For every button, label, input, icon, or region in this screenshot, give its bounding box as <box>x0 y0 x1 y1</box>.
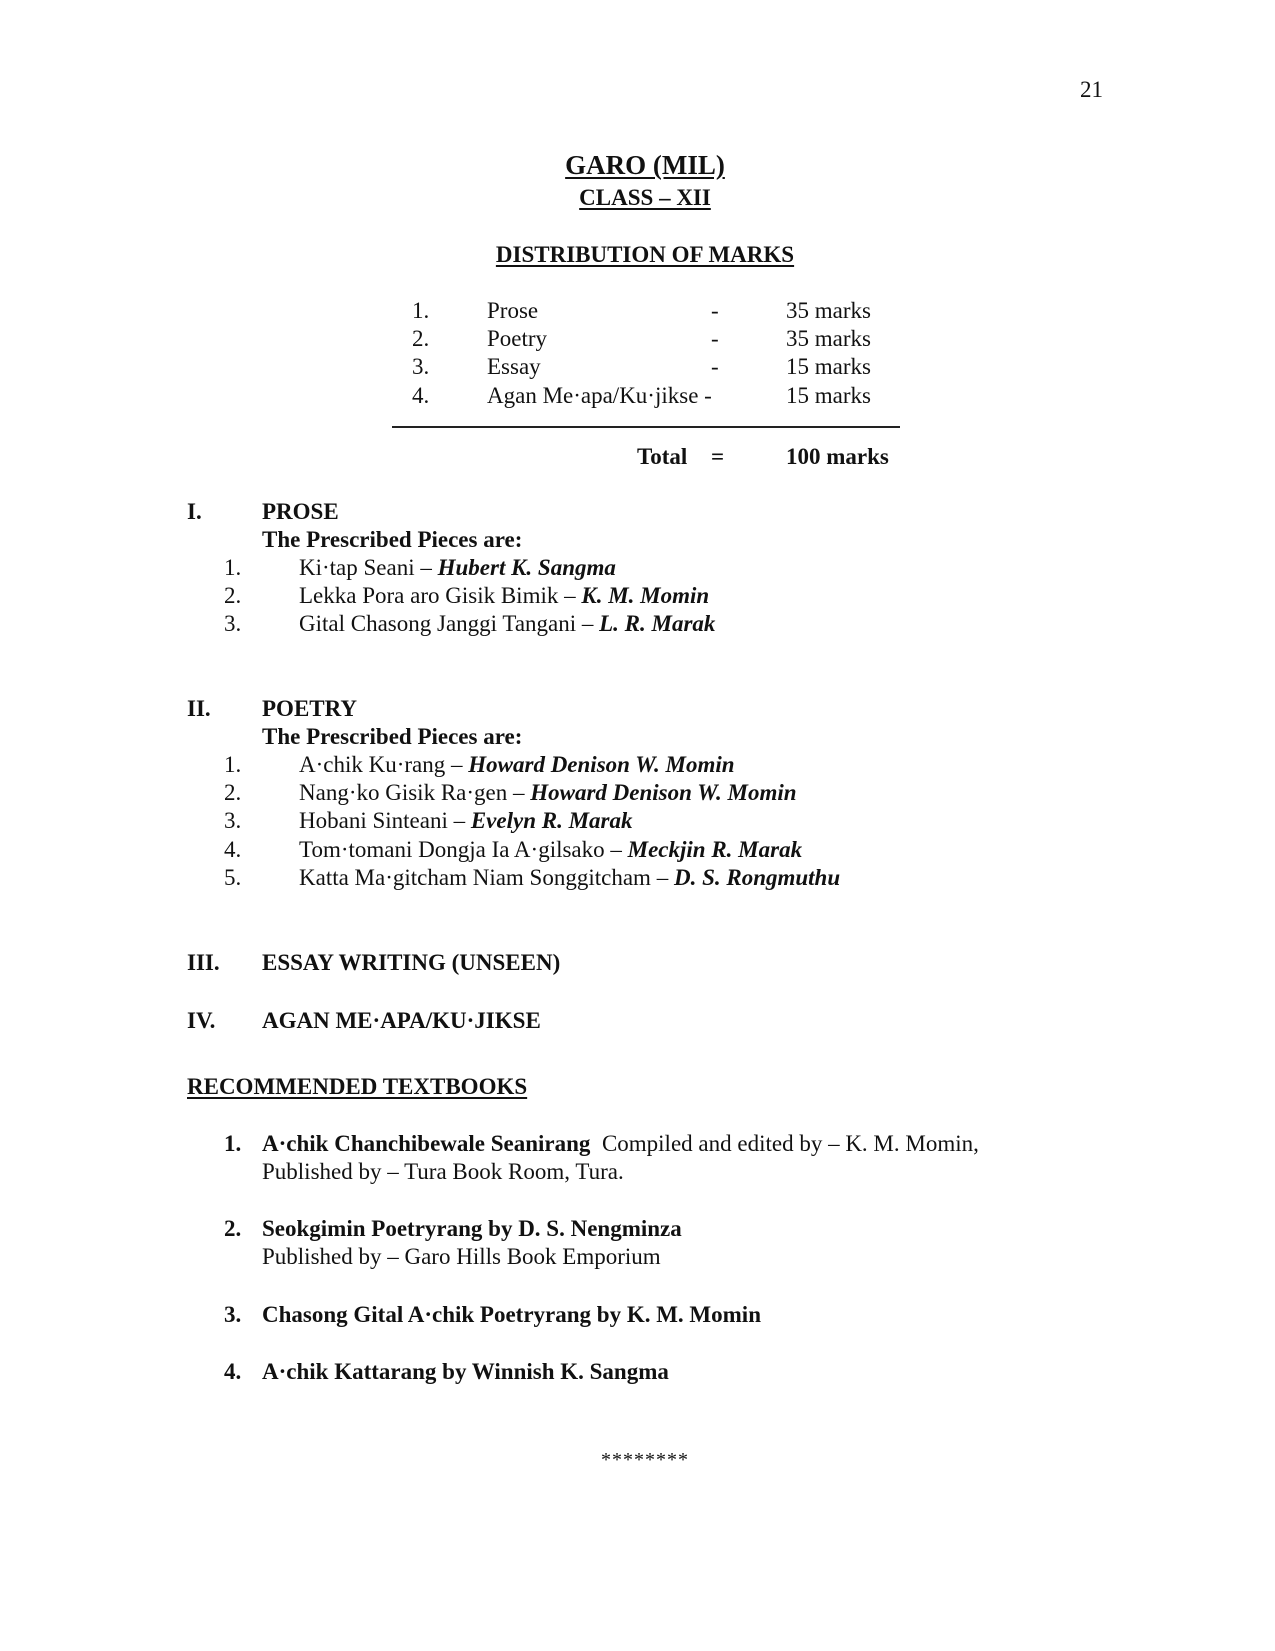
textbook-title: Seokgimin Poetryrang by D. S. Nengminza <box>262 1216 682 1241</box>
textbook-publisher: Published by – Tura Book Room, Tura. <box>262 1159 624 1184</box>
total-equals: = <box>711 444 725 469</box>
marks-row-label: Prose <box>487 298 539 323</box>
list-item <box>299 866 840 889</box>
document-title-text: GARO (MIL) <box>565 150 725 180</box>
section-title-agan: AGAN ME·APA/KU·JIKSE <box>262 1008 541 1033</box>
marks-divider <box>392 426 900 428</box>
marks-row-value: 35 marks <box>786 326 871 351</box>
piece-author: Meckjin R. Marak <box>627 837 803 862</box>
list-item-number: 1. <box>224 555 242 580</box>
list-item <box>299 753 735 776</box>
marks-row-number: 3. <box>412 354 430 379</box>
marks-row-number: 4. <box>412 383 430 408</box>
textbook-publisher: Published by – Garo Hills Book Emporium <box>262 1244 661 1269</box>
textbook-entry <box>262 1132 979 1155</box>
list-item-number: 3. <box>224 611 242 636</box>
separator: – <box>650 865 674 890</box>
recommended-heading-text: RECOMMENDED TEXTBOOKS <box>187 1074 528 1099</box>
marks-row-dash: - <box>711 326 719 351</box>
list-item-number: 2. <box>224 583 242 608</box>
piece-title: Tom·tomani Dongja Ia A·gilsako <box>299 837 605 862</box>
marks-row-value: 35 marks <box>786 298 871 323</box>
separator: – <box>558 583 582 608</box>
section-number: II. <box>187 696 211 721</box>
separator: – <box>576 611 600 636</box>
piece-author: Howard Denison W. Momin <box>468 752 735 777</box>
piece-author: Howard Denison W. Momin <box>530 780 797 805</box>
piece-author: K. M. Momin <box>581 583 710 608</box>
document-subtitle-text: CLASS – XII <box>579 185 711 210</box>
section-number: IV. <box>187 1008 216 1033</box>
section-title: PROSE <box>262 499 339 524</box>
marks-row-value: 15 marks <box>786 383 871 408</box>
textbook-detail: Compiled and edited by – K. M. Momin, <box>601 1131 979 1156</box>
marks-row-value: 15 marks <box>786 354 871 379</box>
list-item-number: 1. <box>224 752 242 777</box>
piece-author: D. S. Rongmuthu <box>673 865 841 890</box>
page-number: 21 <box>1080 77 1103 102</box>
recommended-heading <box>187 1075 527 1098</box>
marks-row-label: Agan Me·apa/Ku·jikse - <box>487 383 712 408</box>
separator: – <box>507 780 531 805</box>
textbook-title: Chasong Gital A·chik Poetryrang by K. M. Momin <box>262 1302 761 1327</box>
list-item <box>299 809 632 832</box>
textbook-number: 1. <box>224 1131 242 1156</box>
distribution-heading-text: DISTRIBUTION OF MARKS <box>495 242 795 267</box>
piece-title: Gital Chasong Janggi Tangani <box>299 611 577 636</box>
piece-title: Nang·ko Gisik Ra·gen <box>299 780 508 805</box>
total-value: 100 marks <box>786 444 889 469</box>
separator: – <box>414 555 438 580</box>
marks-row-dash: - <box>711 354 719 379</box>
list-item <box>299 612 715 635</box>
marks-row-number: 2. <box>412 326 430 351</box>
section-title-essay: ESSAY WRITING (UNSEEN) <box>262 950 561 975</box>
separator: – <box>445 752 469 777</box>
end-marker: ******** <box>601 1449 689 1471</box>
section-title: POETRY <box>262 696 358 721</box>
textbook-title: A·chik Chanchibewale Seanirang <box>262 1131 591 1156</box>
list-item <box>299 781 797 804</box>
marks-row-label: Poetry <box>487 326 548 351</box>
section-number: I. <box>187 499 202 524</box>
piece-title: A·chik Ku·rang <box>299 752 446 777</box>
list-item <box>299 584 709 607</box>
separator: – <box>447 808 471 833</box>
piece-title: Hobani Sinteani <box>299 808 448 833</box>
distribution-heading <box>0 243 1275 266</box>
section-subheading: The Prescribed Pieces are: <box>262 527 523 552</box>
textbook-number: 3. <box>224 1302 242 1327</box>
separator: – <box>604 837 628 862</box>
marks-row-label: Essay <box>487 354 541 379</box>
piece-author: Hubert K. Sangma <box>437 555 616 580</box>
list-item-number: 2. <box>224 780 242 805</box>
textbook-number: 4. <box>224 1359 242 1384</box>
list-item-number: 4. <box>224 837 242 862</box>
marks-row-dash: - <box>711 298 719 323</box>
marks-row-number: 1. <box>412 298 430 323</box>
piece-title: Lekka Pora aro Gisik Bimik <box>299 583 559 608</box>
textbook-number: 2. <box>224 1216 242 1241</box>
document-title <box>0 152 1275 179</box>
total-label: Total <box>637 444 688 469</box>
list-item <box>299 838 802 861</box>
document-subtitle <box>0 186 1275 209</box>
textbook-title: A·chik Kattarang by Winnish K. Sangma <box>262 1359 669 1384</box>
piece-title: Ki·tap Seani <box>299 555 415 580</box>
list-item <box>299 556 616 579</box>
list-item-number: 5. <box>224 865 242 890</box>
list-item-number: 3. <box>224 808 242 833</box>
piece-title: Katta Ma·gitcham Niam Songgitcham <box>299 865 651 890</box>
section-number: III. <box>187 950 220 975</box>
piece-author: Evelyn R. Marak <box>470 808 633 833</box>
section-subheading: The Prescribed Pieces are: <box>262 724 523 749</box>
piece-author: L. R. Marak <box>599 611 716 636</box>
